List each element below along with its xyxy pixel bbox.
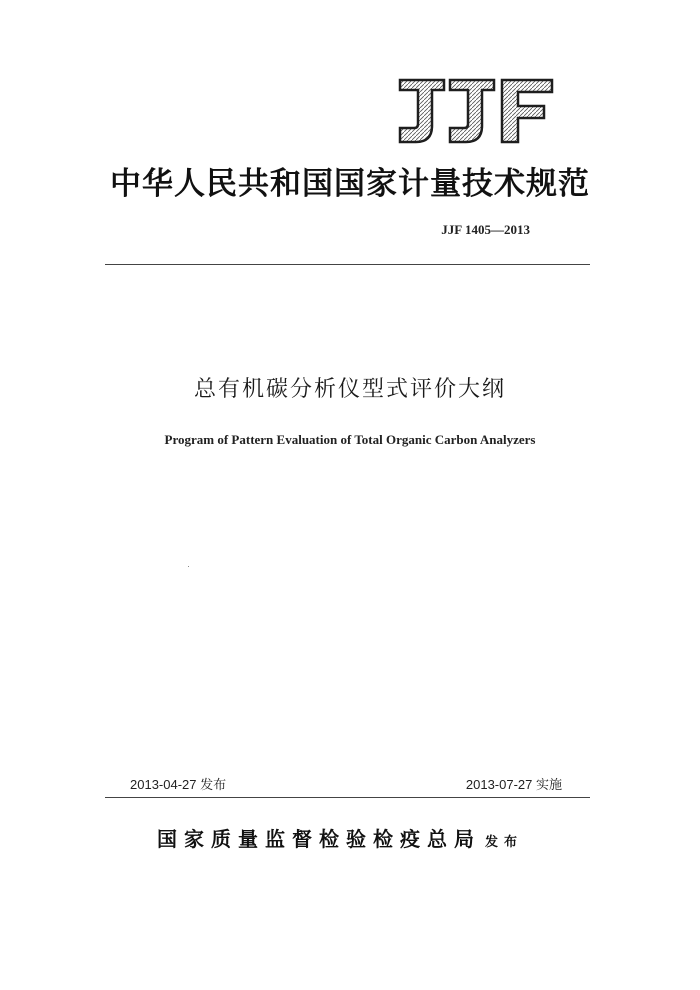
issuer-suffix: 发布 <box>485 835 524 850</box>
logo-letter-j1 <box>400 80 444 142</box>
issuer-name: 国家质量监督检验检疫总局 <box>157 827 481 851</box>
document-title-english: Program of Pattern Evaluation of Total Organic Carbon Analyzers <box>164 432 536 447</box>
top-divider <box>105 264 590 265</box>
logo-letter-j2 <box>450 80 494 142</box>
issuer <box>157 823 523 852</box>
implementation-date: 2013-07-27 实施 <box>465 777 562 792</box>
bottom-divider <box>105 797 590 798</box>
logo-letter-f <box>502 80 552 142</box>
scan-speck <box>188 566 189 567</box>
standard-type-title: 中华人民共和国国家计量技术规范 <box>110 166 590 202</box>
standard-number: JJF 1405—2013 <box>441 222 530 237</box>
jjf-logo <box>392 76 557 146</box>
document-title-chinese: 总有机碳分析仪型式评价大纲 <box>193 377 506 402</box>
issue-date: 2013-04-27 发布 <box>130 777 227 792</box>
